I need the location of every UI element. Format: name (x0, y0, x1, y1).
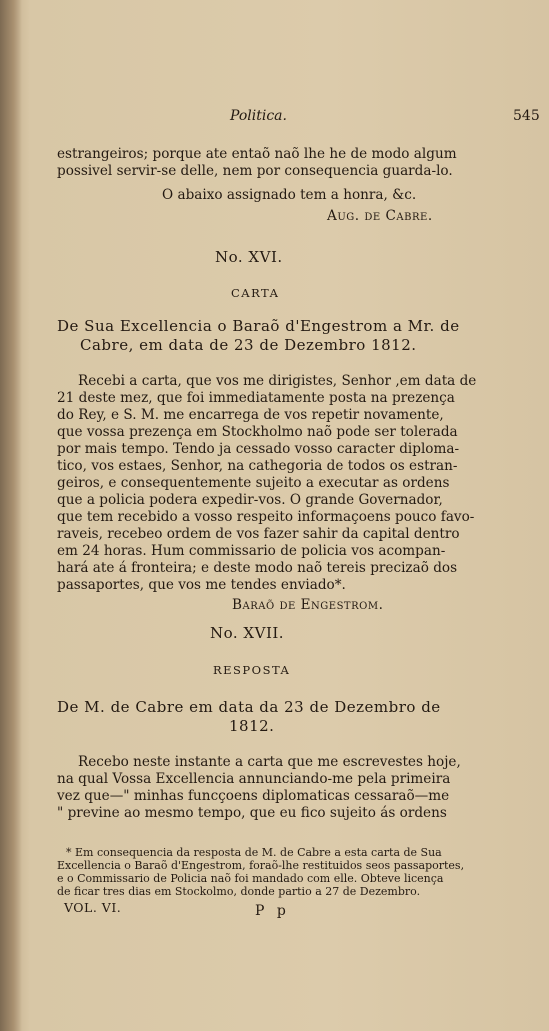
running-header-title: Politica. (230, 108, 287, 124)
letter-16-number: No. XVI. (215, 248, 283, 266)
footnote-line: * Em consequencia da resposta de M. de Cabre a esta carta de Sua (66, 846, 442, 859)
page-gutter (0, 0, 22, 1031)
page-number: 545 (513, 108, 540, 124)
letter-16-body-line: do Rey, e S. M. me encarrega de vos repetir novamente, (57, 407, 444, 423)
letter-17-body-line: " previne ao mesmo tempo, que eu fico sujeito ás ordens (57, 805, 447, 821)
intro-line: estrangeiros; porque ate entaõ naõ lhe he de modo algum (57, 146, 457, 162)
letter-17-body-line: na qual Vossa Excellencia annunciando-me pela primeira (57, 771, 451, 787)
letter-17-body-line: vez que—" minhas funcçoens diplomaticas cessaraõ—me (57, 788, 450, 804)
volume-mark: VOL. VI. (64, 900, 122, 915)
letter-17-label: RESPOSTA (213, 663, 291, 677)
letter-16-body-line: passaportes, que vos me tendes enviado*. (57, 577, 346, 593)
signature-mark: P p (255, 903, 290, 919)
letter-16-title-line: Cabre, em data de 23 de Dezembro 1812. (80, 336, 417, 354)
letter-17-number: No. XVII. (210, 624, 285, 642)
letter-16-body-line: 21 deste mez, que foi immediatamente posta na prezença (57, 390, 455, 406)
letter-16-body-line: em 24 horas. Hum commissario de policia vos acompan- (57, 543, 446, 559)
letter-16-body-line: raveis, recebeo ordem de vos fazer sahir da capital dentro (57, 526, 460, 542)
letter-17-title-line: 1812. (229, 717, 275, 735)
letter-16-body-line: Recebi a carta, que vos me dirigistes, Senhor ,em data de (78, 373, 477, 389)
letter-16-body-line: hará ate á fronteira; e deste modo naõ tereis precizaõ dos (57, 560, 458, 576)
signature-cabre: Aug. de Cabre. (327, 208, 433, 224)
letter-16-title-line: De Sua Excellencia o Baraõ d'Engestrom a Mr. de (57, 317, 460, 335)
letter-17-body-line: Recebo neste instante a carta que me escrevestes hoje, (78, 754, 461, 770)
footnote-line: de ficar tres dias em Stockolmo, donde partio a 27 de Dezembro. (57, 885, 421, 898)
intro-line: possivel servir-se delle, nem por consequencia guarda-lo. (57, 163, 453, 179)
footnote-line: e o Commissario de Policia naõ foi mandado com elle. Obteve licença (57, 872, 444, 885)
closing-line: O abaixo assignado tem a honra, &c. (162, 187, 417, 203)
letter-16-body-line: que tem recebido a vosso respeito informaçoens pouco favo- (57, 509, 475, 525)
letter-17-title-line: De M. de Cabre em data da 23 de Dezembro de (57, 698, 441, 716)
letter-16-body-line: por mais tempo. Tendo ja cessado vosso caracter diploma- (57, 441, 460, 457)
letter-16-label: CARTA (231, 286, 280, 300)
letter-16-body-line: tico, vos estaes, Senhor, na cathegoria de todos os estran- (57, 458, 458, 474)
footnote-line: Excellencia o Baraõ d'Engestrom, foraõ-lhe restituidos seos passaportes, (57, 859, 465, 872)
letter-16-body-line: geiros, e consequentemente sujeito a executar as ordens (57, 475, 450, 491)
letter-16-body-line: que a policia podera expedir-vos. O grande Governador, (57, 492, 443, 508)
letter-16-body-line: que vossa prezença em Stockholmo naõ pode ser tolerada (57, 424, 458, 440)
signature-engestrom: Baraõ de Engestrom. (232, 597, 384, 613)
